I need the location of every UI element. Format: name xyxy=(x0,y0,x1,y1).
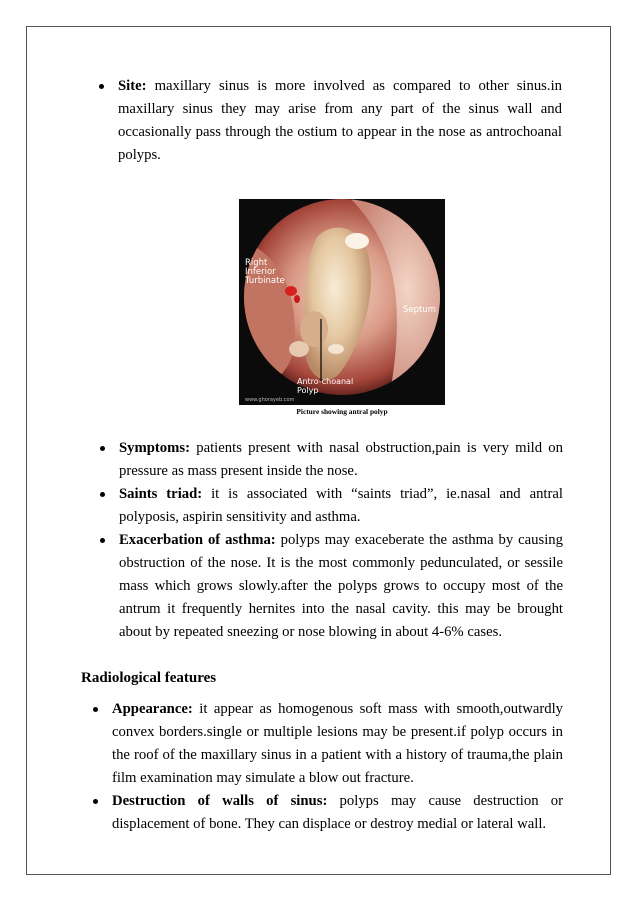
item-text: polyps may exaceberate the asthma by causing obstruction of the nose. It is the most commonly pedunculated, or sessile mass which grows slowly.after the polyps grows to occupy most of the antrum it frequently hernites into the nasal cavity. this may be brought about by repeated sneezing or nose blowing in about 4-6% cases. xyxy=(119,532,563,640)
label-polyp: Polyp xyxy=(297,386,319,395)
item-label: Exacerbation of asthma: xyxy=(119,532,276,548)
item-text: it is associated with “saints triad”, ie.nasal and antral polyposis, aspirin sensitivity and asthma. xyxy=(119,486,563,525)
symptoms-list xyxy=(119,437,563,644)
item-label: Appearance: xyxy=(112,701,193,717)
list-item xyxy=(119,437,563,483)
item-text: polyps may cause destruction or displacement of bone. They can displace or destroy medial or lateral wall. xyxy=(112,793,564,832)
site-label: Site: xyxy=(118,78,147,94)
site-text: maxillary sinus is more involved as compared to other sinus.in maxillary sinus they may arise from any part of the sinus wall and occasionally pass through the ostium to appear in the nose as antrochoanal polyps. xyxy=(118,78,562,163)
item-label: Destruction of walls of sinus: xyxy=(112,793,328,809)
label-antrochoanal: Antro-choanal xyxy=(297,377,354,386)
site-item xyxy=(118,75,562,167)
label-septum: Septum xyxy=(403,305,437,315)
item-text: it appear as homogenous soft mass with smooth,outwardly convex borders.single or multiple lesions may be present.if polyp occurs in the roof of the maxillary sinus in a patient with a history of trauma,the plain film examination may simulate a blow out fracture. xyxy=(112,701,563,786)
document-body xyxy=(27,27,610,874)
list-item xyxy=(119,529,563,644)
endoscopic-image xyxy=(239,199,445,405)
figure-caption: Picture showing antral polyp xyxy=(296,407,388,416)
item-label: Symptoms: xyxy=(119,440,190,456)
item-text: patients present with nasal obstruction,pain is very mild on pressure as mass present inside the nose. xyxy=(119,440,563,479)
list-item xyxy=(112,790,563,836)
watermark: www.ghorayeb.com xyxy=(245,397,295,403)
label-inferior: Inferior xyxy=(245,267,276,277)
section-heading: Radiological features xyxy=(81,670,217,686)
list-item xyxy=(119,483,563,529)
site-list xyxy=(118,75,562,167)
radiological-list xyxy=(112,698,563,836)
document-page xyxy=(26,26,611,875)
label-right: Right xyxy=(245,258,268,268)
endoscopy-figure xyxy=(239,199,445,405)
item-label: Saints triad: xyxy=(119,486,203,502)
list-item xyxy=(112,698,563,790)
label-turbinate: Turbinate xyxy=(245,276,285,286)
